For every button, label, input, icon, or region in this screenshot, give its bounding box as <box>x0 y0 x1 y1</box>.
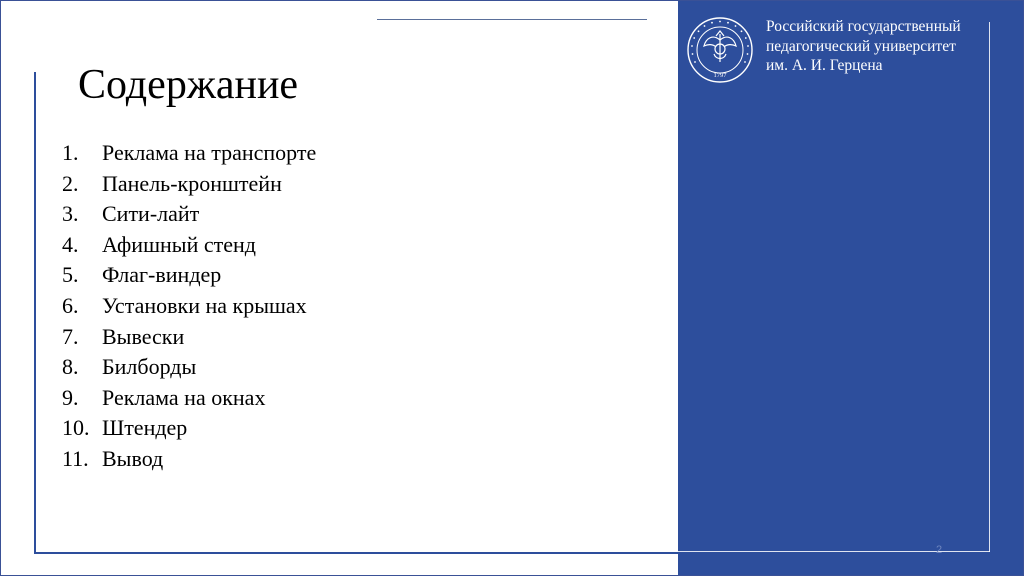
list-item: 4. Афишный стенд <box>62 231 256 257</box>
list-item: 8. Билборды <box>62 354 197 380</box>
university-name-line: педагогический университет <box>766 37 956 55</box>
list-item: 5. Флаг-виндер <box>62 262 222 288</box>
university-seal-icon <box>686 16 754 84</box>
list-item: 3. Сити-лайт <box>62 201 200 227</box>
slide-title: Содержание <box>78 62 299 108</box>
page-number: 2 <box>936 544 943 556</box>
list-item: 11. Вывод <box>62 445 164 471</box>
list-item: 2. Панель-кронштейн <box>62 170 282 196</box>
panel-frame-horizontal-line <box>678 551 990 552</box>
list-item: 6. Установки на крышах <box>62 292 307 318</box>
logo-year: 1797 <box>713 72 727 79</box>
panel-frame-vertical-line <box>989 22 990 552</box>
list-item: 1. Реклама на транспорте <box>62 140 317 165</box>
table-of-contents <box>62 138 316 475</box>
frame-left-line <box>34 72 36 554</box>
list-item: 7. Вывески <box>62 323 185 349</box>
list-item: 9. Реклама на окнах <box>62 384 266 410</box>
frame-bottom-line <box>34 552 679 554</box>
frame-top-line <box>377 19 647 20</box>
university-name-line: им. А. И. Герцена <box>766 57 883 74</box>
university-name-line: Российский государственный <box>766 18 961 35</box>
list-item: 10. Штендер <box>62 415 188 441</box>
university-name <box>766 17 961 76</box>
brand-panel <box>678 0 1024 576</box>
